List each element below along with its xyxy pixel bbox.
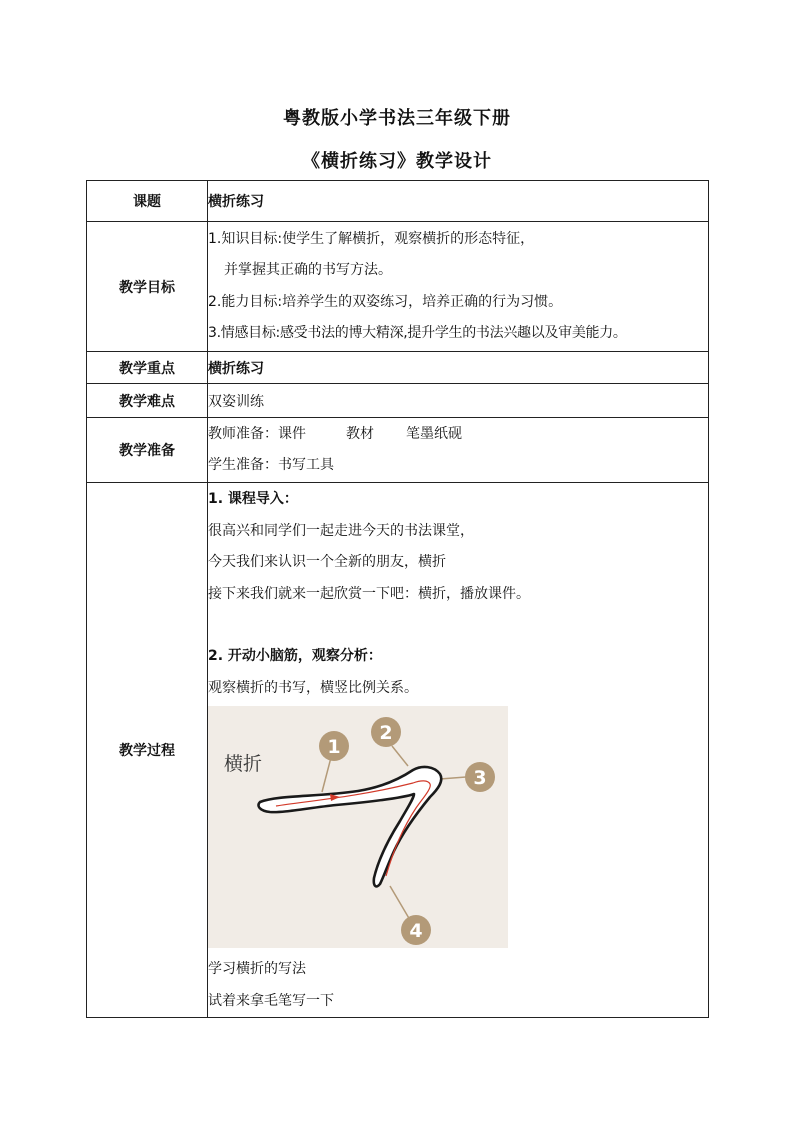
row-topic [87, 181, 709, 222]
label-difficulty: 教学难点 [87, 384, 208, 418]
label-topic: 课题 [87, 181, 208, 222]
goal-item: 2.能力目标:培养学生的双姿练习，培养正确的行为习惯。 [208, 293, 563, 310]
value-goals [208, 222, 709, 352]
row-difficulty [87, 384, 709, 418]
section-2-title: 2. 开动小脑筋，观察分析： [208, 648, 382, 664]
row-goals [87, 222, 709, 352]
lesson-plan-table [86, 180, 709, 1018]
value-key-point: 横折练习 [208, 352, 709, 384]
teacher-prep-prefix: 教师准备： [208, 425, 278, 442]
goal-item: 1.知识目标:使学生了解横折，观察横折的形态特征， [208, 230, 535, 247]
lesson-title: 《横折练习》教学设计 [302, 151, 492, 172]
marker-label: 1 [327, 736, 341, 758]
label-process: 教学过程 [87, 483, 208, 1018]
teacher-prep-item: 课件 [278, 425, 306, 442]
teacher-preparation [208, 419, 708, 451]
stroke-diagram [208, 706, 508, 948]
row-key-point [87, 352, 709, 384]
diagram-background [208, 706, 508, 948]
teacher-prep-item: 教材 [346, 425, 374, 442]
row-preparation [87, 418, 709, 483]
section-2-line: 观察横折的书写，横竖比例关系。 [208, 679, 418, 696]
closing-line: 学习横折的写法 [208, 961, 306, 977]
document-title: 粤教版小学书法三年级下册 [283, 108, 511, 129]
section-1-line: 今天我们来认识一个全新的朋友，横折 [208, 554, 446, 570]
label-goals: 教学目标 [87, 222, 208, 352]
value-difficulty: 双姿训练 [208, 384, 709, 418]
value-preparation [208, 418, 709, 483]
closing-line: 试着来拿毛笔写一下 [208, 992, 334, 1009]
value-topic: 横折练习 [208, 181, 709, 222]
row-process [87, 483, 709, 1018]
label-preparation: 教学准备 [87, 418, 208, 483]
value-process [208, 483, 709, 1018]
section-1-title: 1. 课程导入： [208, 491, 298, 507]
label-key-point: 教学重点 [87, 352, 208, 384]
section-1-line: 很高兴和同学们一起走进今天的书法课堂， [208, 522, 474, 539]
marker-label: 4 [409, 920, 423, 942]
marker-label: 3 [473, 767, 487, 789]
goal-item: 并掌握其正确的书写方法。 [224, 262, 392, 278]
student-preparation: 学生准备：书写工具 [208, 457, 334, 473]
section-1-line: 接下来我们就来一起欣赏一下吧：横折，播放课件。 [208, 585, 530, 602]
goal-item: 3.情感目标:感受书法的博大精深,提升学生的书法兴趣以及审美能力。 [208, 325, 627, 341]
marker-label: 2 [379, 722, 393, 744]
teacher-prep-item: 笔墨纸砚 [406, 425, 462, 442]
diagram-label: 横折 [224, 753, 263, 775]
